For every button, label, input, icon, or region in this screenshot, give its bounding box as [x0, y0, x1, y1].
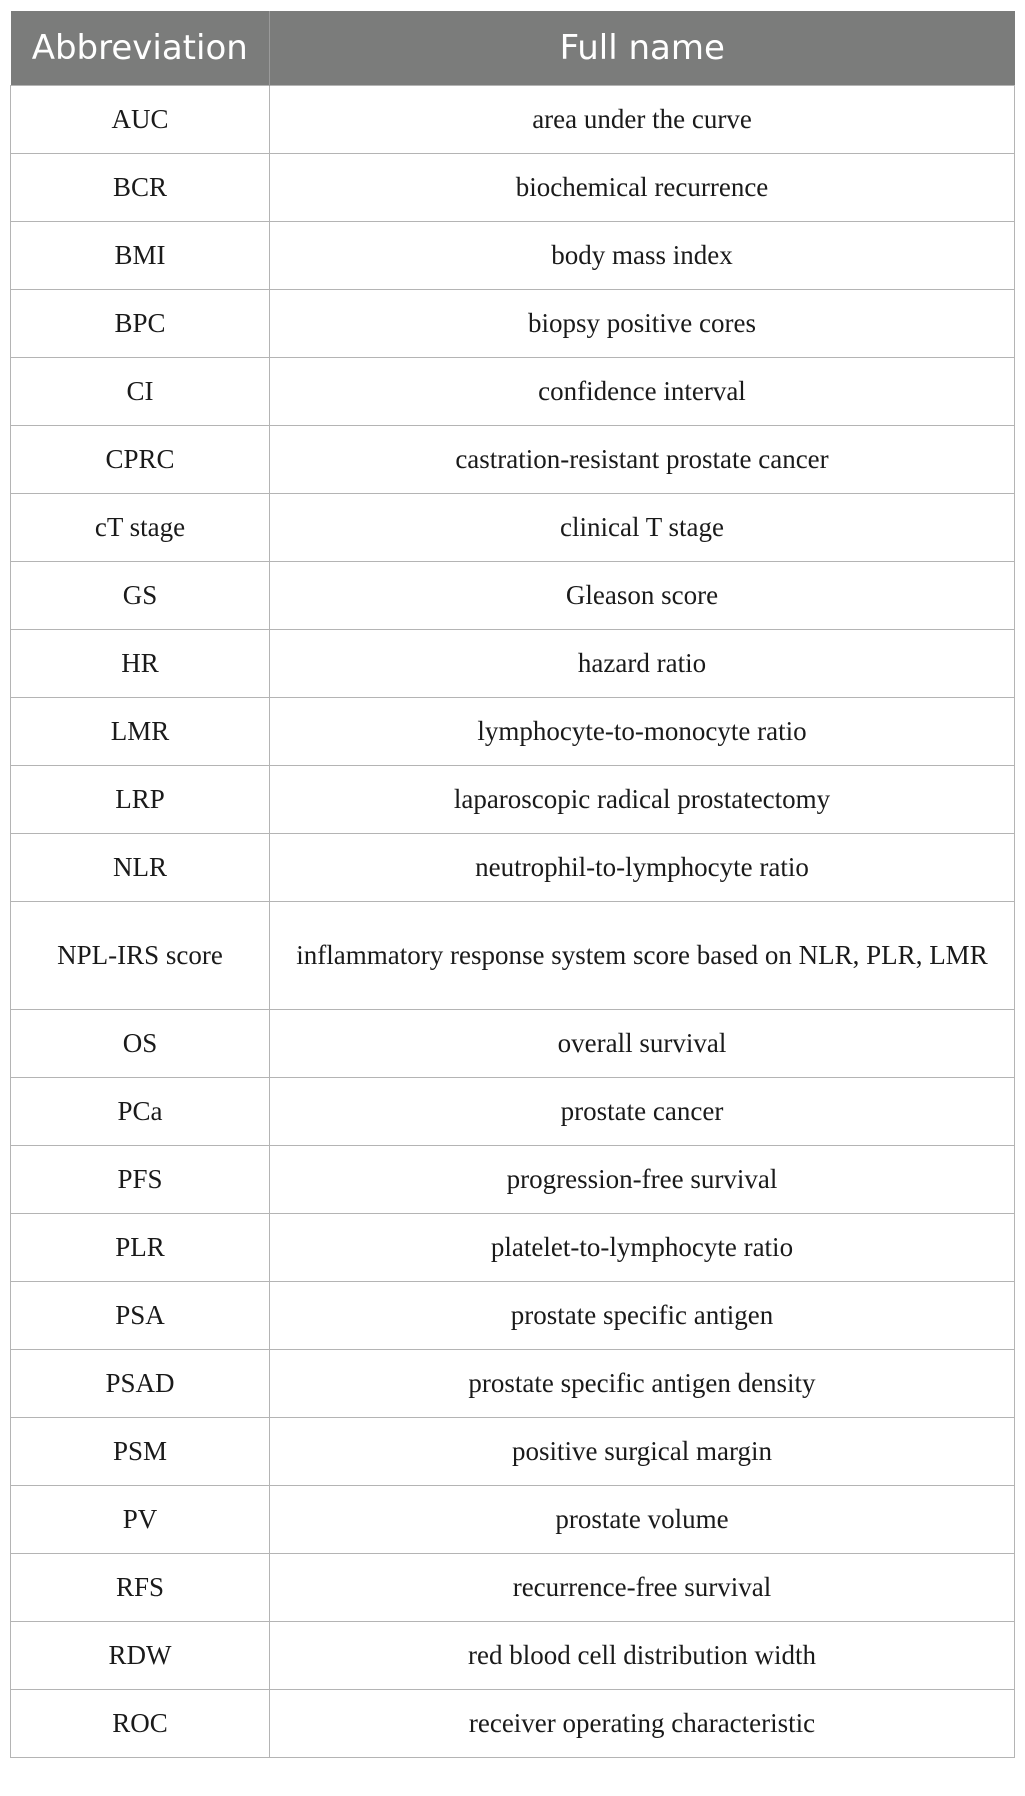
abbreviation-cell: PFS [11, 1146, 270, 1214]
full-name-cell: prostate cancer [270, 1078, 1015, 1146]
abbreviation-cell: PCa [11, 1078, 270, 1146]
header-full-name: Full name [270, 11, 1015, 86]
full-name-cell: lymphocyte-to-monocyte ratio [270, 698, 1015, 766]
abbreviation-cell: PV [11, 1486, 270, 1554]
full-name-cell: platelet-to-lymphocyte ratio [270, 1214, 1015, 1282]
full-name-cell: recurrence-free survival [270, 1554, 1015, 1622]
abbreviation-cell: OS [11, 1010, 270, 1078]
abbreviation-cell: BMI [11, 222, 270, 290]
table-row [11, 698, 1015, 766]
table-row [11, 1554, 1015, 1622]
abbreviation-cell: HR [11, 630, 270, 698]
abbreviation-cell: PSM [11, 1418, 270, 1486]
abbreviation-table [10, 11, 1015, 1758]
table-row [11, 834, 1015, 902]
table-row [11, 1418, 1015, 1486]
full-name-cell: overall survival [270, 1010, 1015, 1078]
full-name-cell: clinical T stage [270, 494, 1015, 562]
abbreviation-cell: PSA [11, 1282, 270, 1350]
table-row [11, 290, 1015, 358]
abbreviation-cell: AUC [11, 86, 270, 154]
table-row [11, 1350, 1015, 1418]
table-row [11, 358, 1015, 426]
abbreviation-cell: NPL-IRS score [11, 902, 270, 1010]
full-name-cell: area under the curve [270, 86, 1015, 154]
table-row [11, 1214, 1015, 1282]
full-name-cell: castration-resistant prostate cancer [270, 426, 1015, 494]
full-name-cell: neutrophil-to-lymphocyte ratio [270, 834, 1015, 902]
full-name-cell: confidence interval [270, 358, 1015, 426]
abbreviation-cell: LRP [11, 766, 270, 834]
table-row [11, 630, 1015, 698]
full-name-cell: receiver operating characteristic [270, 1690, 1015, 1758]
abbreviation-cell: BCR [11, 154, 270, 222]
table-row [11, 1282, 1015, 1350]
full-name-cell: positive surgical margin [270, 1418, 1015, 1486]
full-name-cell: Gleason score [270, 562, 1015, 630]
table-row [11, 1690, 1015, 1758]
full-name-cell: prostate specific antigen [270, 1282, 1015, 1350]
table-row [11, 494, 1015, 562]
table-row [11, 1146, 1015, 1214]
table-row [11, 1010, 1015, 1078]
full-name-cell: laparoscopic radical prostatectomy [270, 766, 1015, 834]
table-row [11, 1622, 1015, 1690]
table-row [11, 902, 1015, 1010]
abbreviation-cell: PLR [11, 1214, 270, 1282]
full-name-cell: red blood cell distribution width [270, 1622, 1015, 1690]
header-row [11, 11, 1015, 86]
table-row [11, 1078, 1015, 1146]
full-name-cell: biochemical recurrence [270, 154, 1015, 222]
abbreviation-cell: CI [11, 358, 270, 426]
full-name-cell: inflammatory response system score based on NLR, PLR, LMR [270, 902, 1015, 1010]
full-name-cell: hazard ratio [270, 630, 1015, 698]
abbreviation-cell: ROC [11, 1690, 270, 1758]
table-row [11, 86, 1015, 154]
abbreviation-cell: NLR [11, 834, 270, 902]
table-row [11, 426, 1015, 494]
abbreviation-cell: RDW [11, 1622, 270, 1690]
full-name-cell: body mass index [270, 222, 1015, 290]
abbreviation-cell: RFS [11, 1554, 270, 1622]
table-row [11, 222, 1015, 290]
table-row [11, 562, 1015, 630]
abbreviation-cell: BPC [11, 290, 270, 358]
abbreviation-cell: cT stage [11, 494, 270, 562]
table-body [11, 86, 1015, 1758]
table-row [11, 1486, 1015, 1554]
header-abbreviation: Abbreviation [11, 11, 270, 86]
abbreviation-cell: GS [11, 562, 270, 630]
full-name-cell: prostate volume [270, 1486, 1015, 1554]
abbreviation-cell: CPRC [11, 426, 270, 494]
abbreviation-cell: LMR [11, 698, 270, 766]
full-name-cell: progression-free survival [270, 1146, 1015, 1214]
full-name-cell: prostate specific antigen density [270, 1350, 1015, 1418]
table-header [11, 11, 1015, 86]
table-row [11, 154, 1015, 222]
full-name-cell: biopsy positive cores [270, 290, 1015, 358]
table-row [11, 766, 1015, 834]
abbreviation-cell: PSAD [11, 1350, 270, 1418]
